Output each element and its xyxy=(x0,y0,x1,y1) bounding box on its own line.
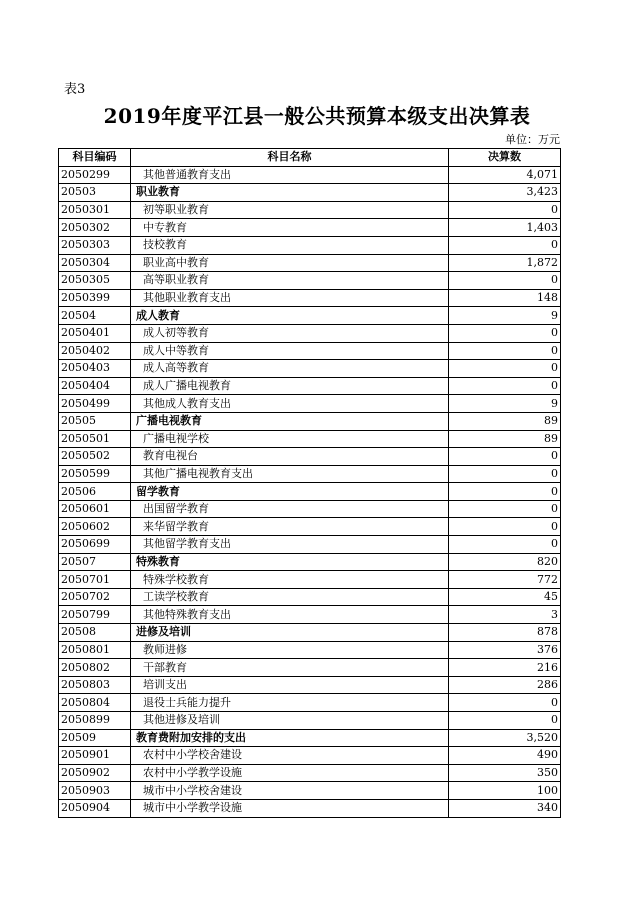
code-cell: 2050702 xyxy=(59,588,131,606)
name-cell: 其他进修及培训 xyxy=(131,712,449,730)
name-cell: 培训支出 xyxy=(131,676,449,694)
value-cell: 376 xyxy=(449,641,561,659)
table-row xyxy=(59,588,561,606)
name-cell: 农村中小学教学设施 xyxy=(131,764,449,782)
name-cell: 退役士兵能力提升 xyxy=(131,694,449,712)
name-cell: 广播电视教育 xyxy=(131,412,449,430)
name-cell: 特殊学校教育 xyxy=(131,571,449,589)
table-row xyxy=(59,712,561,730)
code-cell: 2050803 xyxy=(59,676,131,694)
table-row xyxy=(59,694,561,712)
table-row xyxy=(59,448,561,466)
code-cell: 2050501 xyxy=(59,430,131,448)
code-cell: 20505 xyxy=(59,412,131,430)
unit-label: 单位：万元 xyxy=(505,133,560,146)
code-cell: 2050302 xyxy=(59,219,131,237)
name-cell: 成人中等教育 xyxy=(131,342,449,360)
code-cell: 2050404 xyxy=(59,377,131,395)
name-cell: 其他普通教育支出 xyxy=(131,166,449,184)
table-row xyxy=(59,571,561,589)
table-row xyxy=(59,272,561,290)
value-cell: 0 xyxy=(449,236,561,254)
code-cell: 2050301 xyxy=(59,201,131,219)
code-cell: 2050899 xyxy=(59,712,131,730)
value-cell: 0 xyxy=(449,342,561,360)
table-row xyxy=(59,289,561,307)
header-value: 决算数 xyxy=(449,149,561,167)
value-cell: 0 xyxy=(449,694,561,712)
value-cell: 0 xyxy=(449,712,561,730)
table-row xyxy=(59,236,561,254)
name-cell: 教育费附加安排的支出 xyxy=(131,729,449,747)
name-cell: 中专教育 xyxy=(131,219,449,237)
code-cell: 20509 xyxy=(59,729,131,747)
code-cell: 20506 xyxy=(59,483,131,501)
value-cell: 9 xyxy=(449,395,561,413)
name-cell: 其他留学教育支出 xyxy=(131,536,449,554)
value-cell: 0 xyxy=(449,518,561,536)
header-name: 科目名称 xyxy=(131,149,449,167)
name-cell: 教师进修 xyxy=(131,641,449,659)
name-cell: 农村中小学校舍建设 xyxy=(131,747,449,765)
name-cell: 工读学校教育 xyxy=(131,588,449,606)
code-cell: 2050901 xyxy=(59,747,131,765)
table-row xyxy=(59,430,561,448)
value-cell: 0 xyxy=(449,500,561,518)
value-cell: 820 xyxy=(449,553,561,571)
value-cell: 1,403 xyxy=(449,219,561,237)
name-cell: 城市中小学教学设施 xyxy=(131,799,449,817)
table-row xyxy=(59,184,561,202)
name-cell: 技校教育 xyxy=(131,236,449,254)
code-cell: 20504 xyxy=(59,307,131,325)
value-cell: 89 xyxy=(449,430,561,448)
name-cell: 进修及培训 xyxy=(131,624,449,642)
code-cell: 2050602 xyxy=(59,518,131,536)
code-cell: 2050799 xyxy=(59,606,131,624)
value-cell: 89 xyxy=(449,412,561,430)
table-row xyxy=(59,166,561,184)
code-cell: 2050402 xyxy=(59,342,131,360)
name-cell: 干部教育 xyxy=(131,659,449,677)
value-cell: 0 xyxy=(449,377,561,395)
value-cell: 9 xyxy=(449,307,561,325)
table-row xyxy=(59,606,561,624)
name-cell: 职业高中教育 xyxy=(131,254,449,272)
table-row xyxy=(59,799,561,817)
name-cell: 成人高等教育 xyxy=(131,360,449,378)
value-cell: 148 xyxy=(449,289,561,307)
code-cell: 2050305 xyxy=(59,272,131,290)
value-cell: 1,872 xyxy=(449,254,561,272)
table-header-row xyxy=(59,149,561,167)
table-row xyxy=(59,659,561,677)
budget-table xyxy=(58,148,561,818)
table-row xyxy=(59,518,561,536)
code-cell: 2050699 xyxy=(59,536,131,554)
value-cell: 0 xyxy=(449,483,561,501)
code-cell: 2050403 xyxy=(59,360,131,378)
table-row xyxy=(59,307,561,325)
table-row xyxy=(59,764,561,782)
code-cell: 20507 xyxy=(59,553,131,571)
name-cell: 成人教育 xyxy=(131,307,449,325)
value-cell: 0 xyxy=(449,360,561,378)
name-cell: 广播电视学校 xyxy=(131,430,449,448)
table-row xyxy=(59,747,561,765)
name-cell: 初等职业教育 xyxy=(131,201,449,219)
value-cell: 0 xyxy=(449,324,561,342)
value-cell: 878 xyxy=(449,624,561,642)
table-row xyxy=(59,377,561,395)
table-row xyxy=(59,729,561,747)
value-cell: 3 xyxy=(449,606,561,624)
name-cell: 教育电视台 xyxy=(131,448,449,466)
name-cell: 来华留学教育 xyxy=(131,518,449,536)
name-cell: 其他特殊教育支出 xyxy=(131,606,449,624)
code-cell: 2050902 xyxy=(59,764,131,782)
table-row xyxy=(59,782,561,800)
code-cell: 2050599 xyxy=(59,465,131,483)
table-row xyxy=(59,536,561,554)
table-row xyxy=(59,412,561,430)
code-cell: 2050903 xyxy=(59,782,131,800)
table-row xyxy=(59,676,561,694)
value-cell: 0 xyxy=(449,448,561,466)
table-row xyxy=(59,395,561,413)
value-cell: 0 xyxy=(449,536,561,554)
code-cell: 2050801 xyxy=(59,641,131,659)
code-cell: 20503 xyxy=(59,184,131,202)
value-cell: 286 xyxy=(449,676,561,694)
code-cell: 2050804 xyxy=(59,694,131,712)
code-cell: 2050802 xyxy=(59,659,131,677)
table-row xyxy=(59,342,561,360)
value-cell: 350 xyxy=(449,764,561,782)
table-row xyxy=(59,483,561,501)
name-cell: 职业教育 xyxy=(131,184,449,202)
code-cell: 2050904 xyxy=(59,799,131,817)
table-row xyxy=(59,553,561,571)
code-cell: 2050303 xyxy=(59,236,131,254)
table-row xyxy=(59,254,561,272)
header-code: 科目编码 xyxy=(59,149,131,167)
name-cell: 出国留学教育 xyxy=(131,500,449,518)
table-row xyxy=(59,641,561,659)
value-cell: 4,071 xyxy=(449,166,561,184)
value-cell: 0 xyxy=(449,201,561,219)
code-cell: 2050502 xyxy=(59,448,131,466)
code-cell: 2050601 xyxy=(59,500,131,518)
table-row xyxy=(59,324,561,342)
value-cell: 490 xyxy=(449,747,561,765)
name-cell: 其他成人教育支出 xyxy=(131,395,449,413)
value-cell: 100 xyxy=(449,782,561,800)
value-cell: 3,520 xyxy=(449,729,561,747)
table-number-label: 表3 xyxy=(64,82,86,97)
name-cell: 特殊教育 xyxy=(131,553,449,571)
value-cell: 0 xyxy=(449,272,561,290)
table-row xyxy=(59,500,561,518)
code-cell: 2050399 xyxy=(59,289,131,307)
name-cell: 高等职业教育 xyxy=(131,272,449,290)
code-cell: 2050499 xyxy=(59,395,131,413)
value-cell: 216 xyxy=(449,659,561,677)
table-row xyxy=(59,465,561,483)
value-cell: 45 xyxy=(449,588,561,606)
code-cell: 2050299 xyxy=(59,166,131,184)
name-cell: 城市中小学校舍建设 xyxy=(131,782,449,800)
code-cell: 2050701 xyxy=(59,571,131,589)
name-cell: 其他广播电视教育支出 xyxy=(131,465,449,483)
name-cell: 其他职业教育支出 xyxy=(131,289,449,307)
table-row xyxy=(59,219,561,237)
table-row xyxy=(59,624,561,642)
table-row xyxy=(59,360,561,378)
table-row xyxy=(59,201,561,219)
value-cell: 340 xyxy=(449,799,561,817)
code-cell: 2050401 xyxy=(59,324,131,342)
value-cell: 772 xyxy=(449,571,561,589)
value-cell: 0 xyxy=(449,465,561,483)
name-cell: 成人初等教育 xyxy=(131,324,449,342)
name-cell: 留学教育 xyxy=(131,483,449,501)
name-cell: 成人广播电视教育 xyxy=(131,377,449,395)
value-cell: 3,423 xyxy=(449,184,561,202)
document-title: 2019年度平江县一般公共预算本级支出决算表 xyxy=(103,104,531,128)
code-cell: 2050304 xyxy=(59,254,131,272)
code-cell: 20508 xyxy=(59,624,131,642)
